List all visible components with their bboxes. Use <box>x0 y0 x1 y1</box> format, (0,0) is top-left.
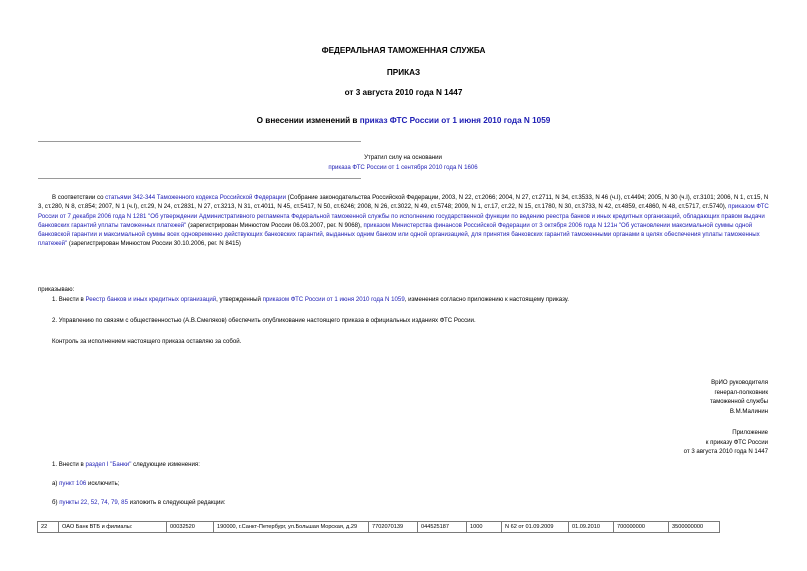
change-1-text-b: следующие изменения: <box>131 461 200 468</box>
cell-inn: 7702070139 <box>369 522 418 533</box>
item-1-text-a: 1. Внести в <box>52 296 86 303</box>
cell-code: 1000 <box>467 522 502 533</box>
cell-max-single: 700000000 <box>614 522 669 533</box>
item-1-text-c: , изменения согласно приложению к настоящему приказу. <box>404 296 569 303</box>
change-a <box>52 479 119 488</box>
status-line-1: Утратил силу на основании <box>364 154 442 161</box>
document-title <box>0 116 807 125</box>
cell-reg-number: 00032520 <box>167 522 214 533</box>
status-link[interactable]: приказа ФТС России от 1 сентября 2010 года N 1606 <box>328 164 478 171</box>
agency-name: ФЕДЕРАЛЬНАЯ ТАМОЖЕННАЯ СЛУЖБА <box>321 46 486 55</box>
divider-bottom <box>38 178 361 179</box>
signature-block <box>500 378 768 416</box>
preamble-text-3: (зарегистрирован Минюстом России 06.03.2007, рег. N 9068), <box>186 221 364 229</box>
item-1-text-b: , утвержденный <box>216 296 263 303</box>
cell-bank-name: ОАО Банк ВТБ и филиалы: <box>59 522 167 533</box>
cell-certificate: N 62 от 01.09.2009 <box>502 522 569 533</box>
change-1 <box>52 460 200 469</box>
change-b <box>52 498 226 507</box>
table-row <box>38 522 720 533</box>
cell-bik: 044525187 <box>418 522 467 533</box>
order-control: Контроль за исполнением настоящего приказа оставляю за собой. <box>52 338 242 345</box>
link-order-121n[interactable]: приказом Министерства финансов Российской Федерации от 3 октября 2006 года N 121н "Об установлении максимальной суммы одной банковской гарантии и максимальной суммы всех одновременно действующих банковских гарантий, выданных одним банком или одной организацией, для принятия банковских гарантий таможенными органами в целях обеспечения уплаты таможенных платежей" <box>38 221 760 248</box>
cell-number: 22 <box>38 522 59 533</box>
link-item-106[interactable]: пункт 106 <box>59 480 87 487</box>
link-order-1059[interactable]: приказом ФТС России от 1 июня 2010 года N 1059 <box>262 296 405 303</box>
signer-name: В.М.Малинин <box>729 407 768 415</box>
appendix-header <box>500 428 768 457</box>
signature-line-1: ВрИО руководителя <box>711 379 768 386</box>
order-word: приказываю: <box>38 286 75 293</box>
preamble-text-2: (Собрание законодательства Российской Федерации, 2003, N 22, ст.2066; 2004, N 27, ст.2711, N 34, ст.3533, N 46 (ч.I), ст.4494; 2005, N 30 (ч.I), ст.3101; 2006, N 1, ст.15, N 3, ст.280, N 8, ст.854; 2007, N 1 (ч.I), ст.29, N 24, ст.2831, N 27, ст.3213, N 31, ст.4011, N 45, ст.5417, N 50, ст.6246; 2008, N 26, ст.3022, N 49, ст.5748; 2009, N 1, ст.17, ст.22, N 15, ст.1780, N 30, ст.3733, N 42, ст.4859, ст.4860, N 48, ст.5717, ст.5740), <box>38 194 769 211</box>
preamble-paragraph <box>38 193 770 249</box>
link-order-1281[interactable]: приказом ФТС России от 7 декабря 2006 года N 1281 "Об утверждении Административного регламента Федеральной таможенной службы по исполнению государственной функции по ведению реестра банков и иных кредитных организаций, обладающих правом выдачи банковских гарантий уплаты таможенных платежей" <box>38 203 769 229</box>
appendix-line-1: Приложение <box>732 429 768 436</box>
link-items-list[interactable]: пункты 22, 52, 74, 79, 85 <box>59 499 128 506</box>
change-a-text-a: а) <box>52 480 60 487</box>
document-date-number: от 3 августа 2010 года N 1447 <box>344 88 463 97</box>
title-text: О внесении изменений в <box>256 116 360 125</box>
bank-table <box>37 521 720 533</box>
order-item-1 <box>52 295 770 304</box>
order-item-2: 2. Управлению по связям с общественностью (А.В.Смеляков) обеспечить опубликование настоящего приказа в официальных изданиях ФТС России. <box>52 317 476 324</box>
link-bank-register[interactable]: Реестр банков и иных кредитных организаций <box>85 296 217 303</box>
change-b-text-a: б) <box>52 499 60 506</box>
change-b-text-b: изложить в следующей редакции: <box>127 499 226 506</box>
change-1-text-a: 1. Внести в <box>52 461 86 468</box>
document-type: ПРИКАЗ <box>386 68 421 77</box>
signature-line-3: таможенной службы <box>709 398 768 405</box>
link-section-1[interactable]: раздел I "Банки" <box>85 461 132 468</box>
divider-top <box>38 141 361 142</box>
appendix-line-2: к приказу ФТС России <box>705 438 768 446</box>
change-a-text-b: исключить; <box>86 480 120 487</box>
cell-date: 01.09.2010 <box>569 522 614 533</box>
preamble-text-4: (зарегистрирован Минюстом России 30.10.2006, рег. N 8415) <box>67 240 241 248</box>
signature-line-2: генерал-полковник <box>714 388 768 396</box>
appendix-line-3: от 3 августа 2010 года N 1447 <box>683 448 768 455</box>
title-link[interactable]: приказ ФТС России от 1 июня 2010 года N 1059 <box>359 116 551 125</box>
link-customs-code[interactable]: статьями 342-344 Таможенного кодекса Российской Федерации <box>105 194 286 201</box>
cell-max-total: 3500000000 <box>669 522 720 533</box>
preamble-text-1: В соответствии со <box>52 194 106 201</box>
cell-address: 190000, г.Санкт-Петербург, ул.Большая Морская, д.29 <box>214 522 369 533</box>
